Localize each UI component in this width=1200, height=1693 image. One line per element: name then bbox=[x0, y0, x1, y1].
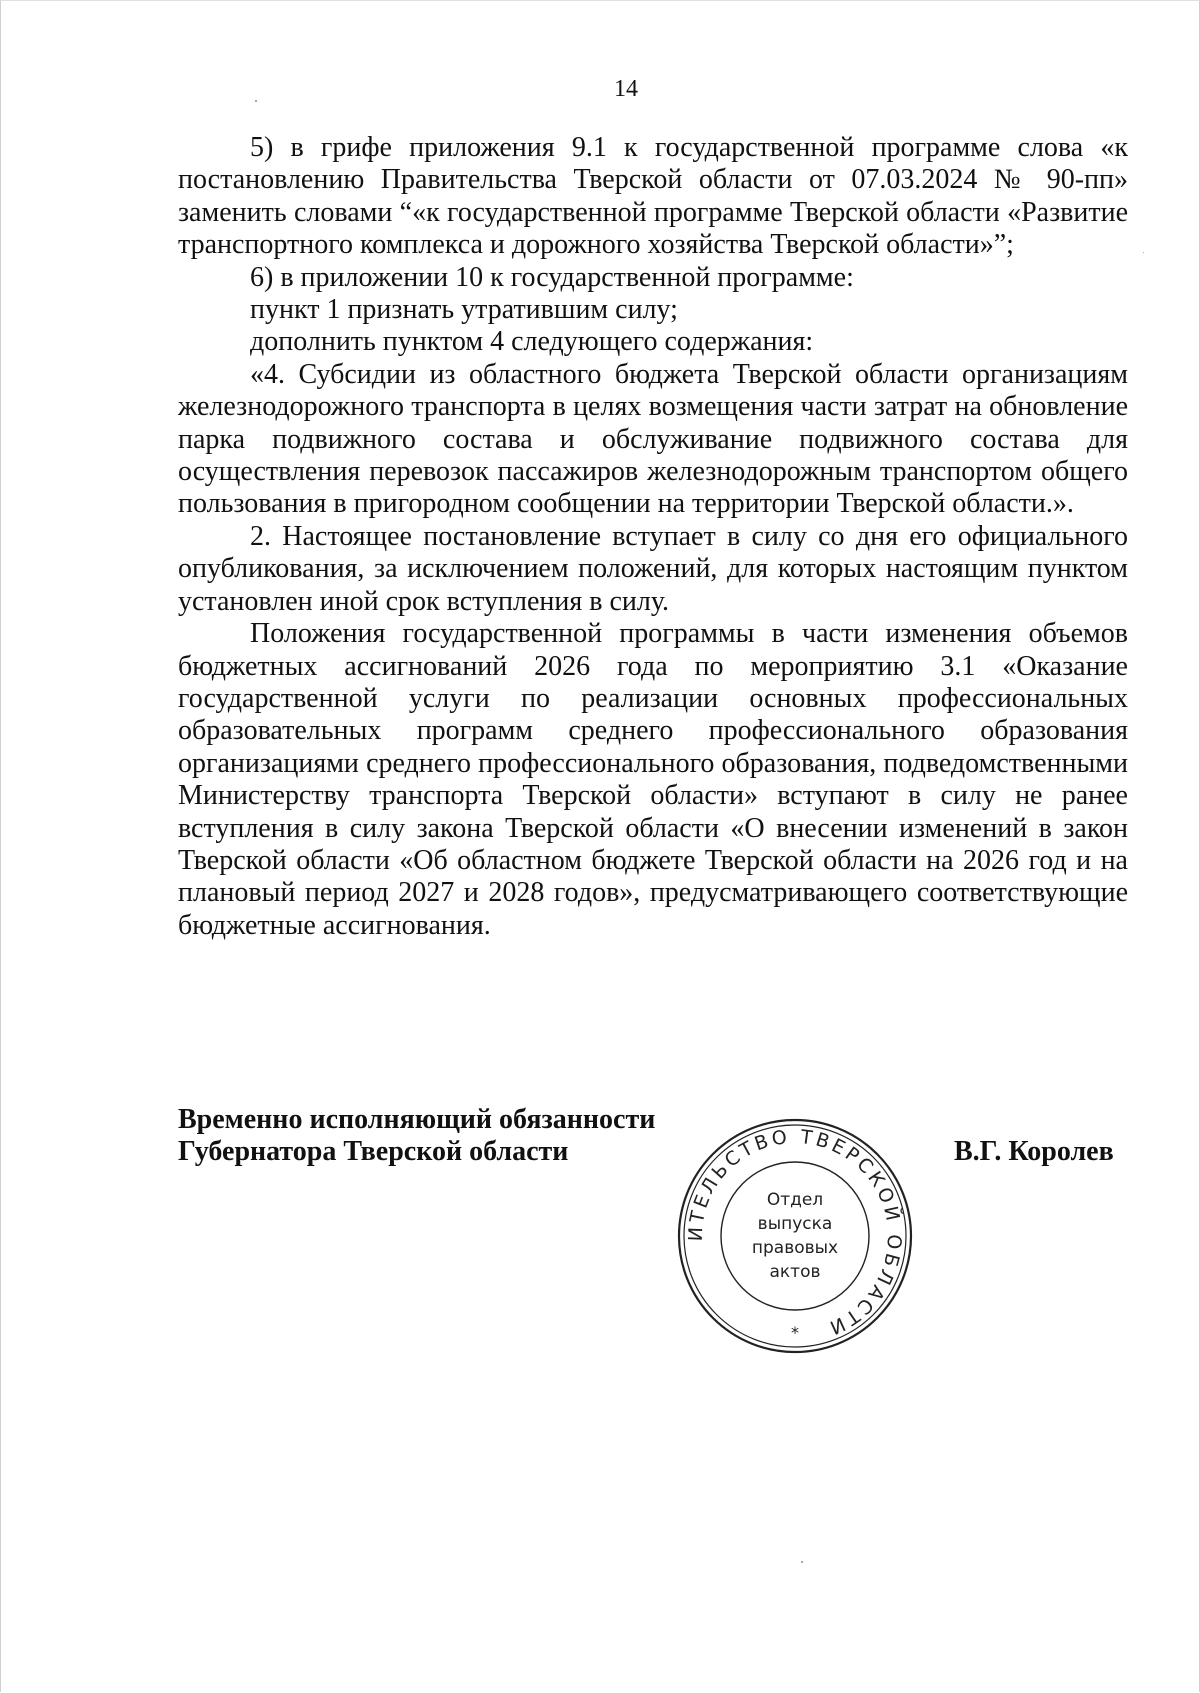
scan-speck bbox=[801, 1561, 803, 1563]
seal-star: * bbox=[791, 1323, 799, 1342]
scan-speck bbox=[255, 100, 257, 102]
signatory-position-line2: Губернатора Тверской области bbox=[178, 1136, 569, 1167]
paragraph-provisions: Положения государственной программы в части изменения объемов бюджетных ассигнований 2026 года по мероприятию 3.1 «Оказание государственной услуги по реализации основных профессиональных образовательных программ среднего профессионального образования организациями среднего профессионального образования, подведомственными Министерству транспорта Тверской области» вступают в силу не ранее вступления в силу закона Тверской области «О внесении изменений в закон Тверской области «Об областном бюджете Тверской области на 2026 год и на плановый период 2027 и 2028 годов», предусматривающего соответствующие бюджетные ассигнования. bbox=[178, 618, 1128, 941]
paragraph-point-4-content: «4. Субсидии из областного бюджета Тверской области организациям железнодорожного транспорта в целях возмещения части затрат на обновление парка подвижного состава и обслуживание подвижного состава для осуществления перевозок пассажиров железнодорожным транспортом общего пользования в пригородном сообщении на территории Тверской области.». bbox=[178, 358, 1128, 520]
paragraph-point-1-repeal: пункт 1 признать утратившим силу; bbox=[250, 294, 678, 326]
document-body bbox=[178, 132, 1128, 942]
official-seal-stamp bbox=[675, 1116, 915, 1356]
signatory-position bbox=[178, 1104, 655, 1168]
seal-center-text bbox=[675, 1116, 915, 1356]
page-number: 14 bbox=[614, 76, 638, 102]
paragraph-section-2: 2. Настоящее постановление вступает в силу со дня его официального опубликования, за исключением положений, для которых настоящим пунктом установлен иной срок вступления в силу. bbox=[178, 520, 1128, 617]
signatory-position-line1: Временно исполняющий обязанности bbox=[178, 1104, 656, 1135]
seal-ring-text: ИТЕЛЬСТВО ТВЕРСКОЙ ОБЛАСТИ bbox=[684, 1125, 906, 1340]
paragraph-item-5: 5) в грифе приложения 9.1 к государственной программе слова «к постановлению Правительства Тверской области от 07.03.2024 № 90-пп» заменить словами “«к государственной программе Тверской области «Развитие транспортного комплекса и дорожного хозяйства Тверской области»”; bbox=[178, 132, 1128, 261]
seal-center-line2: выпуска bbox=[757, 1214, 833, 1234]
seal-center-line3: правовых bbox=[751, 1238, 839, 1258]
seal-center-line4: актов bbox=[769, 1262, 821, 1282]
signatory-name: В.Г. Королев bbox=[954, 1136, 1114, 1167]
paragraph-item-6: 6) в приложении 10 к государственной программе: bbox=[250, 261, 854, 293]
paragraph-add-point-4: дополнить пунктом 4 следующего содержания: bbox=[250, 326, 814, 358]
scan-speck bbox=[1143, 252, 1144, 253]
seal-center-line1: Отдел bbox=[766, 1190, 824, 1210]
